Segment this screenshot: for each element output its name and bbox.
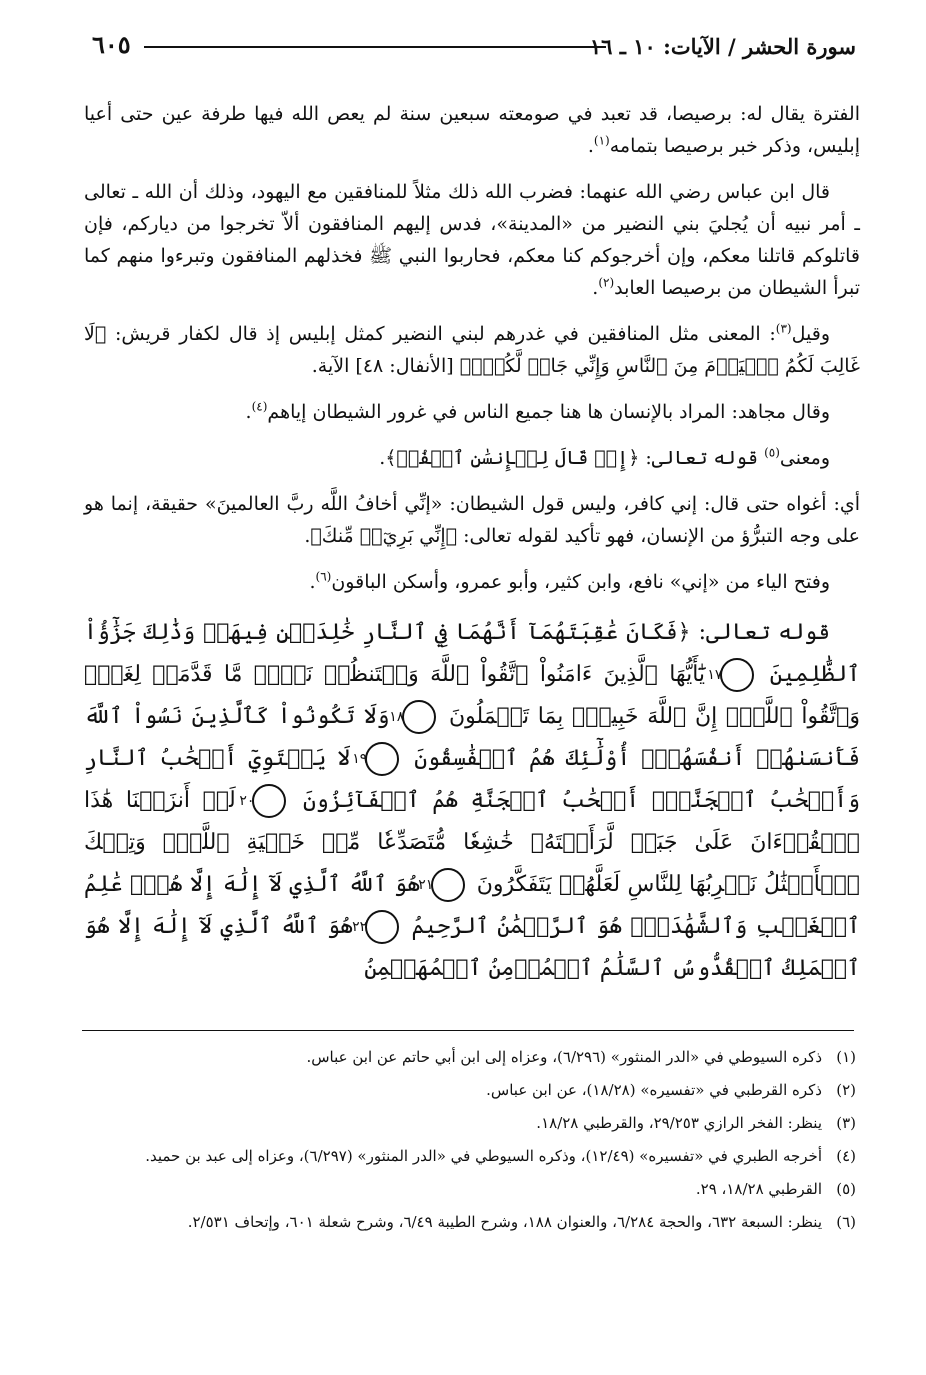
verse-21: لَوۡ أَنزَلۡنَا هَٰذَا ٱلۡقُرۡءَانَ عَلَىٰ جَبَلٖ لَّرَأَيۡتَهُۥ خَٰشِعٗا مُّتَصَدِّعٗا مِّنۡ خَشۡيَةِ ٱللَّهِۚ وَتِلۡكَ ٱلۡأَمۡثَٰلُ نَضۡرِبُهَا لِلنَّاسِ لَعَلَّهُمۡ يَتَفَكَّرُونَ	[84, 788, 861, 897]
paragraph-4: وقال مجاهد: المراد بالإنسان ها هنا جميع الناس في غرور الشيطان إياهم$^{(٤)}$.	[245, 399, 830, 423]
paragraph-2: قال ابن عباس رضي الله عنهما: فضرب الله ذلك مثلاً للمنافقين مع اليهود، وذلك أن الله ـ تعالى ـ أمر نبيه أن يُجليَ بني النضير من «المدينة»، فدس إليهم المنافقون ألاّ تخرجوا من دياركم، فإن قاتلوكم قاتلنا معكم، وإن أخرجوكم كنا معكم، فحاربوا النبي ﷺ فخذلهم المنافقون وتبرءوا منهم كما تبرأ الشيطان من برصيصا العابد$^{(٢)}$.	[84, 181, 860, 299]
footnote-ref: (٦)	[315, 569, 332, 584]
ayah-number-marker: ٢٢	[365, 910, 399, 944]
footnote-ref: (٥)	[764, 445, 780, 460]
paragraph-1: الفترة يقال له: برصيصا، قد تعبد في صومعته سبعين سنة لم يعص الله فيها طرفة عين حتى أعيا إبليس، وذكر خبر برصيصا بتمامه$^{(١)}$.	[84, 103, 860, 157]
main-text	[84, 98, 860, 990]
footnote-ref: (٣)	[775, 321, 792, 336]
footnote-item: (٦) ينظر: السبعة ٦٣٢، والحجة ٦/٢٨٤، والعنوان ١٨٨، وشرح الطيبة ٦/٤٩، وشرح شعلة ٦٠١، وإتحاف ٢/٥٣١.	[187, 1213, 856, 1231]
ayah-number-marker: ١٩	[365, 742, 399, 776]
verse-17: ﴿فَكَانَ عَٰقِبَتَهُمَآ أَنَّهُمَا فِي ٱلنَّارِ خَٰلِدَيۡنِ فِيهَاۚ وَذَٰلِكَ جَزَٰٓؤُاْ ٱلظَّٰلِمِينَ	[84, 620, 860, 687]
ayah-number-marker: ٢٠	[252, 784, 286, 818]
quran-passage: قوله تعالى: ﴿فَكَانَ عَٰقِبَتَهُمَآ أَنَّهُمَا فِي ٱلنَّارِ خَٰلِدَيۡنِ فِيهَاۚ وَذَٰلِكَ جَزَٰٓؤُاْ ٱلظَّٰلِمِينَ ١٧ يَٰٓأَيُّهَا ٱلَّذِينَ ءَامَنُواْ ٱتَّقُواْ ٱللَّهَ وَلۡتَنظُرۡ نَفۡسٞ مَّا قَدَّمَتۡ لِغَدٖۖ وَٱتَّقُواْ ٱللَّهَۚ إِنَّ ٱللَّهَ خَبِيرُۢ بِمَا تَعۡمَلُونَ ١٨ وَلَا تَكُونُواْ كَٱلَّذِينَ نَسُواْ ٱللَّهَ فَأَنسَىٰهُمۡ أَنفُسَهُمۡۚ أُوْلَٰٓئِكَ هُمُ ٱلۡفَٰسِقُونَ ١٩ لَا يَسۡتَوِيٓ أَصۡحَٰبُ ٱلنَّارِ وَأَصۡحَٰبُ ٱلۡجَنَّةِۚ أَصۡحَٰبُ ٱلۡجَنَّةِ هُمُ ٱلۡفَآئِزُونَ ٢٠ لَوۡ أَنزَلۡنَا هَٰذَا ٱلۡقُرۡءَانَ عَلَىٰ جَبَلٖ لَّرَأَيۡتَهُۥ خَٰشِعٗا مُّتَصَدِّعٗا مِّنۡ خَشۡيَةِ ٱللَّهِۚ وَتِلۡكَ ٱلۡأَمۡثَٰلُ نَضۡرِبُهَا لِلنَّاسِ لَعَلَّهُمۡ يَتَفَكَّرُونَ ٢١ هُوَ ٱللَّهُ ٱلَّذِي لَآ إِلَٰهَ إِلَّا هُوَۖ عَٰلِمُ ٱلۡغَيۡبِ وَٱلشَّهَٰدَةِۖ هُوَ ٱلرَّحۡمَٰنُ ٱلرَّحِيمُ ٢٢ هُوَ ٱللَّهُ ٱلَّذِي لَآ إِلَٰهَ إِلَّا هُوَ ٱلۡمَلِكُ ٱلۡقُدُّوسُ ٱلسَّلَٰمُ ٱلۡمُؤۡمِنُ ٱلۡمُهَيۡمِنُ	[84, 620, 861, 981]
running-title: سورة الحشر / الآيات: ١٠ ـ ١٦	[589, 34, 856, 59]
verse-22: هُوَ ٱللَّهُ ٱلَّذِي لَآ إِلَٰهَ إِلَّا هُوَۖ عَٰلِمُ ٱلۡغَيۡبِ وَٱلشَّهَٰدَةِۖ هُوَ ٱلرَّحۡمَٰنُ ٱلرَّحِيمُ	[84, 872, 860, 939]
footnote-ref: (٤)	[251, 399, 268, 414]
paragraph-5: ومعنى$^{(٥)}$ قوله تعالى: ﴿إِذۡ قَالَ لِلۡإِنسَٰنِ ٱكۡفُرۡ﴾.	[379, 445, 830, 469]
page-number: ٦٠٥	[92, 30, 131, 59]
verse-23: هُوَ ٱللَّهُ ٱلَّذِي لَآ إِلَٰهَ إِلَّا هُوَ ٱلۡمَلِكُ ٱلۡقُدُّوسُ ٱلسَّلَٰمُ ٱلۡمُؤۡمِنُ ٱلۡمُهَيۡمِنُ	[84, 914, 860, 981]
verse-19: وَلَا تَكُونُواْ كَٱلَّذِينَ نَسُواْ ٱللَّهَ فَأَنسَىٰهُمۡ أَنفُسَهُمۡۚ أُوْلَٰٓئِكَ هُمُ ٱلۡفَٰسِقُونَ	[84, 704, 860, 771]
ayah-number-marker: ١٧	[720, 658, 754, 692]
footnote-item: (١) ذكره السيوطي في «الدر المنثور» (٦/٢٩٦)، وعزاه إلى ابن أبي حاتم عن ابن عباس.	[306, 1048, 856, 1066]
footnote-item: (٥) القرطبي ١٨/٢٨، ٢٩.	[695, 1180, 856, 1198]
paragraph-6: أي: أغواه حتى قال: إني كافر، وليس قول الشيطان: «إنِّي أخافُ اللَّه ربَّ العالمينَ» حقيقة، إنما هو على وجه التبرُّؤ من الإنسان، فهو تأكيد لقوله تعالى: ﴿إِنِّي بَرِيٓءٞ مِّنكَ﴾.	[84, 493, 860, 547]
footnote-ref: (٢)	[598, 275, 615, 290]
paragraph-7: وفتح الياء من «إني» نافع، وابن كثير، وأبو عمرو، وأسكن الباقون$^{(٦)}$.	[309, 569, 830, 593]
footnotes	[84, 1044, 856, 1242]
ayah-number-marker: ١٨	[402, 700, 436, 734]
header-rule	[144, 46, 606, 48]
page-header	[92, 30, 856, 64]
footnote-ref: (١)	[593, 133, 610, 148]
footnote-item: (٢) ذكره القرطبي في «تفسيره» (١٨/٢٨)، عن ابن عباس.	[486, 1081, 856, 1099]
paragraph-3: وقيل$^{(٣)}$: المعنى مثل المنافقين في غدرهم لبني النضير كمثل إبليس إذ قال لكفار قريش: ﴿لَا غَالِبَ لَكُمُ ٱلۡيَوۡمَ مِنَ ٱلنَّاسِ وَإِنِّي جَارٞ لَّكُمۡۖ﴾ [الأنفال: ٤٨] الآية.	[84, 321, 860, 377]
ayah-number-marker: ٢١	[431, 868, 465, 902]
footnote-item: (٣) ينظر: الفخر الرازي ٢٩/٢٥٣، والقرطبي ١٨/٢٨.	[536, 1114, 856, 1132]
footnote-item: (٤) أخرجه الطبري في «تفسيره» (١٢/٤٩)، وذكره السيوطي في «الدر المنثور» (٦/٢٩٧)، وعزاه إلى عبد بن حميد.	[145, 1147, 856, 1165]
verse-20: لَا يَسۡتَوِيٓ أَصۡحَٰبُ ٱلنَّارِ وَأَصۡحَٰبُ ٱلۡجَنَّةِۚ أَصۡحَٰبُ ٱلۡجَنَّةِ هُمُ ٱلۡفَآئِزُونَ	[84, 746, 860, 813]
footnote-separator	[82, 1030, 854, 1031]
verse-18: يَٰٓأَيُّهَا ٱلَّذِينَ ءَامَنُواْ ٱتَّقُواْ ٱللَّهَ وَلۡتَنظُرۡ نَفۡسٞ مَّا قَدَّمَتۡ لِغَدٖۖ وَٱتَّقُواْ ٱللَّهَۚ إِنَّ ٱللَّهَ خَبِيرُۢ بِمَا تَعۡمَلُونَ	[84, 662, 860, 729]
